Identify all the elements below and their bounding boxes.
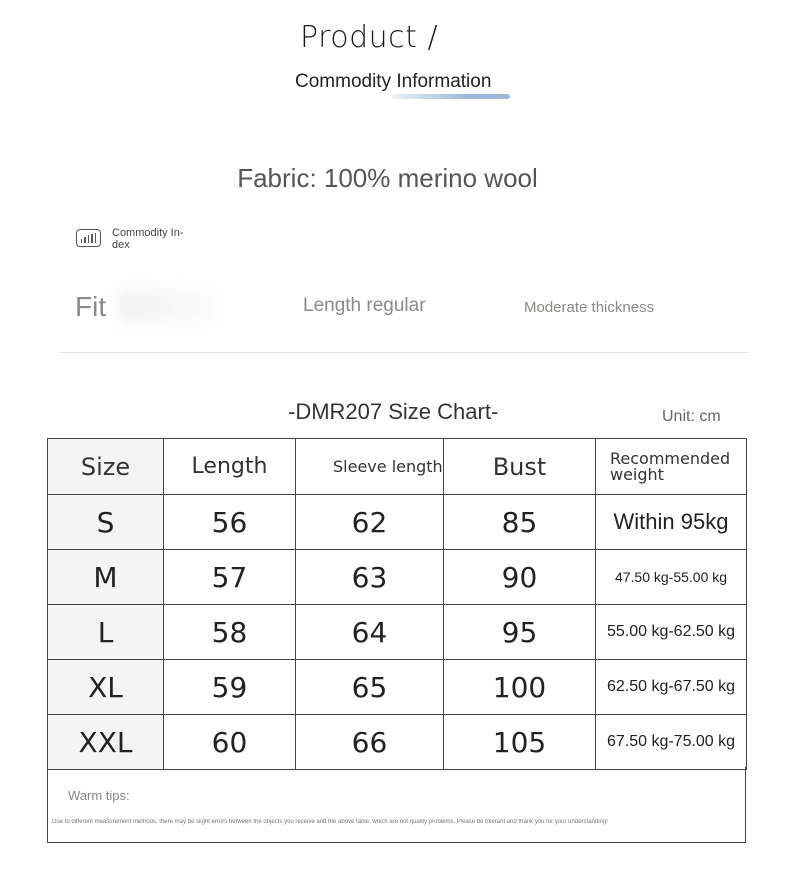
unit-label: Unit: cm [662, 408, 721, 425]
header-length: Length [164, 439, 296, 495]
header-size: Size [48, 439, 164, 495]
table-row [48, 550, 747, 605]
cell-length: 56 [164, 495, 296, 550]
section-divider [60, 352, 748, 353]
warm-tips-box [47, 767, 746, 843]
fabric-info: Fabric: 100% merino wool [237, 163, 538, 193]
cell-sleeve: 62 [296, 495, 444, 550]
cell-size: M [48, 550, 164, 605]
cell-bust: 100 [444, 660, 596, 715]
table-row [48, 715, 747, 770]
table-row [48, 660, 747, 715]
cell-weight: 67.50 kg-75.00 kg [596, 715, 747, 770]
commodity-index-label: Commodity In-dex [112, 227, 184, 251]
fit-label: Fit [75, 291, 107, 322]
cell-bust: 105 [444, 715, 596, 770]
warm-tips-text: Due to different measurement methods, there may be slight errors between the objects you receive and the above table, which are not quality problems. Please be tolerant and thank you for your understanding! [52, 819, 608, 825]
table-row [48, 495, 747, 550]
page-title: Product / [300, 20, 439, 55]
cell-size: XXL [48, 715, 164, 770]
warm-tips-title: Warm tips: [68, 788, 130, 803]
cell-bust: 95 [444, 605, 596, 660]
cell-sleeve: 63 [296, 550, 444, 605]
subtitle-underline [392, 94, 510, 99]
header-recommended-weight: Recommended weight [596, 439, 747, 495]
cell-length: 59 [164, 660, 296, 715]
cell-size: L [48, 605, 164, 660]
cell-sleeve: 65 [296, 660, 444, 715]
cell-length: 57 [164, 550, 296, 605]
cell-length: 58 [164, 605, 296, 660]
cell-size: XL [48, 660, 164, 715]
page-subtitle: Commodity Information [295, 71, 492, 92]
cell-sleeve: 64 [296, 605, 444, 660]
cell-bust: 85 [444, 495, 596, 550]
table-header-row [48, 439, 747, 495]
length-attribute: Length regular [303, 295, 426, 316]
cell-size: S [48, 495, 164, 550]
table-row [48, 605, 747, 660]
thickness-attribute: Moderate thickness [524, 299, 655, 316]
header-sleeve-length: Sleeve length [296, 439, 444, 495]
cell-weight: 55.00 kg-62.50 kg [596, 605, 747, 660]
size-table [47, 438, 747, 770]
cell-sleeve: 66 [296, 715, 444, 770]
cell-weight: 62.50 kg-67.50 kg [596, 660, 747, 715]
bar-chart-icon [76, 229, 101, 247]
cell-weight: 47.50 kg-55.00 kg [596, 550, 747, 605]
cell-length: 60 [164, 715, 296, 770]
fit-value-blurred [120, 290, 215, 322]
header-bust: Bust [444, 439, 596, 495]
cell-weight: Within 95kg [596, 495, 747, 550]
cell-bust: 90 [444, 550, 596, 605]
size-chart-title: -DMR207 Size Chart- [288, 399, 499, 424]
